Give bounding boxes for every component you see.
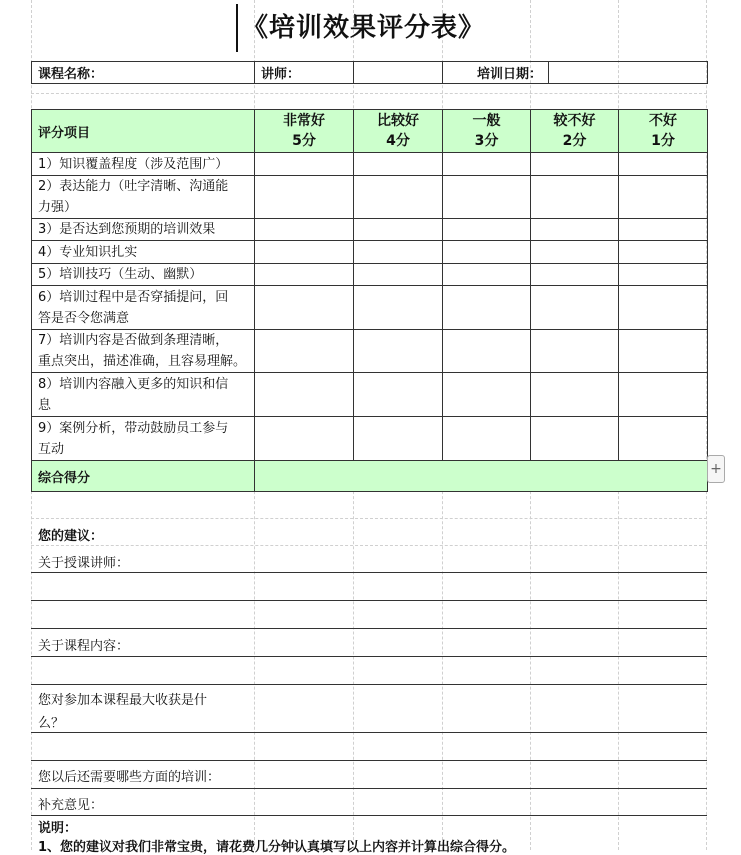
rating-header-poor: 较不好 2分	[531, 110, 619, 153]
notes-line-1: 1、您的建议对我们非常宝贵，请花费几分钟认真填写以上内容并计算出综合得分。	[38, 840, 516, 855]
item-label: 3）是否达到您预期的培训效果	[32, 219, 255, 241]
score-cell[interactable]	[531, 417, 619, 461]
score-cell[interactable]	[255, 373, 354, 417]
rating-header-average: 一般 3分	[443, 110, 531, 153]
rating-table	[31, 109, 708, 492]
score-cell[interactable]	[619, 417, 708, 461]
course-name-label: 课程名称：	[32, 62, 255, 84]
score-cell[interactable]	[255, 417, 354, 461]
rating-header-good: 比较好 4分	[354, 110, 443, 153]
table-row	[32, 264, 708, 286]
score-cell[interactable]	[619, 264, 708, 286]
score-cell[interactable]	[354, 219, 443, 241]
total-score-label: 综合得分	[32, 461, 255, 492]
add-sheet-button[interactable]: +	[707, 455, 725, 483]
suggestion-other-label: 补充意见：	[38, 798, 104, 813]
suggestion-gain-label: 您对参加本课程最大收获是什 么？	[38, 693, 208, 731]
answer-line	[31, 788, 707, 789]
table-row	[32, 286, 708, 330]
table-row	[32, 330, 708, 373]
answer-line	[31, 656, 707, 657]
table-row	[32, 241, 708, 264]
table-row	[32, 373, 708, 417]
score-cell[interactable]	[619, 286, 708, 330]
score-cell[interactable]	[443, 264, 531, 286]
score-cell[interactable]	[443, 417, 531, 461]
score-cell[interactable]	[531, 176, 619, 219]
score-cell[interactable]	[531, 219, 619, 241]
item-label: 6）培训过程中是否穿插提问，回 答是否令您满意	[32, 286, 255, 330]
suggestions-heading: 您的建议：	[38, 529, 104, 544]
item-label: 9）案例分析，带动鼓励员工参与 互动	[32, 417, 255, 461]
score-cell[interactable]	[531, 286, 619, 330]
item-label: 1）知识覆盖程度（涉及范围广）	[32, 153, 255, 176]
score-cell[interactable]	[619, 176, 708, 219]
rating-header-bad: 不好 1分	[619, 110, 708, 153]
item-label: 7）培训内容是否做到条理清晰， 重点突出，描述准确，且容易理解。	[32, 330, 255, 373]
answer-line	[31, 684, 707, 685]
item-label: 4）专业知识扎实	[32, 241, 255, 264]
notes-heading: 说明：	[38, 821, 78, 836]
score-cell[interactable]	[619, 153, 708, 176]
item-label: 8）培训内容融入更多的知识和信 息	[32, 373, 255, 417]
training-date-cell[interactable]	[549, 62, 708, 84]
answer-line	[31, 600, 707, 601]
score-cell[interactable]	[255, 330, 354, 373]
score-cell[interactable]	[531, 330, 619, 373]
answer-line	[31, 732, 707, 733]
score-cell[interactable]	[255, 241, 354, 264]
item-label: 5）培训技巧（生动、幽默）	[32, 264, 255, 286]
score-cell[interactable]	[354, 264, 443, 286]
total-score-cell[interactable]	[255, 461, 708, 492]
answer-line	[31, 572, 707, 573]
score-cell[interactable]	[354, 417, 443, 461]
training-date-label: 培训日期：	[443, 62, 549, 84]
item-header: 评分项目	[32, 110, 255, 153]
course-info-table	[31, 61, 708, 84]
score-cell[interactable]	[354, 176, 443, 219]
answer-line	[31, 815, 707, 816]
suggestion-future-label: 您以后还需要哪些方面的培训：	[38, 770, 221, 785]
lecturer-label: 讲师：	[255, 62, 354, 84]
table-row	[32, 219, 708, 241]
lecturer-cell[interactable]	[354, 62, 443, 84]
score-cell[interactable]	[619, 330, 708, 373]
score-cell[interactable]	[531, 153, 619, 176]
score-cell[interactable]	[443, 176, 531, 219]
item-label: 2）表达能力（吐字清晰、沟通能 力强）	[32, 176, 255, 219]
suggestion-content-label: 关于课程内容：	[38, 639, 130, 654]
answer-line	[31, 760, 707, 761]
score-cell[interactable]	[354, 330, 443, 373]
score-cell[interactable]	[443, 241, 531, 264]
score-cell[interactable]	[255, 264, 354, 286]
score-cell[interactable]	[531, 241, 619, 264]
score-cell[interactable]	[255, 286, 354, 330]
suggestion-lecturer-label: 关于授课讲师：	[38, 556, 130, 571]
score-cell[interactable]	[443, 219, 531, 241]
score-cell[interactable]	[255, 153, 354, 176]
score-cell[interactable]	[443, 330, 531, 373]
score-cell[interactable]	[354, 373, 443, 417]
page-title: 《培训效果评分表》	[236, 4, 676, 52]
score-cell[interactable]	[619, 219, 708, 241]
score-cell[interactable]	[354, 241, 443, 264]
score-cell[interactable]	[255, 176, 354, 219]
table-row	[32, 153, 708, 176]
score-cell[interactable]	[443, 286, 531, 330]
table-row	[32, 417, 708, 461]
score-cell[interactable]	[354, 153, 443, 176]
table-row	[32, 176, 708, 219]
score-cell[interactable]	[354, 286, 443, 330]
score-cell[interactable]	[619, 241, 708, 264]
score-cell[interactable]	[255, 219, 354, 241]
score-cell[interactable]	[619, 373, 708, 417]
score-cell[interactable]	[531, 373, 619, 417]
answer-line	[31, 628, 707, 629]
score-cell[interactable]	[531, 264, 619, 286]
rating-header-very-good: 非常好 5分	[255, 110, 354, 153]
score-cell[interactable]	[443, 153, 531, 176]
total-row	[32, 461, 708, 492]
score-cell[interactable]	[443, 373, 531, 417]
